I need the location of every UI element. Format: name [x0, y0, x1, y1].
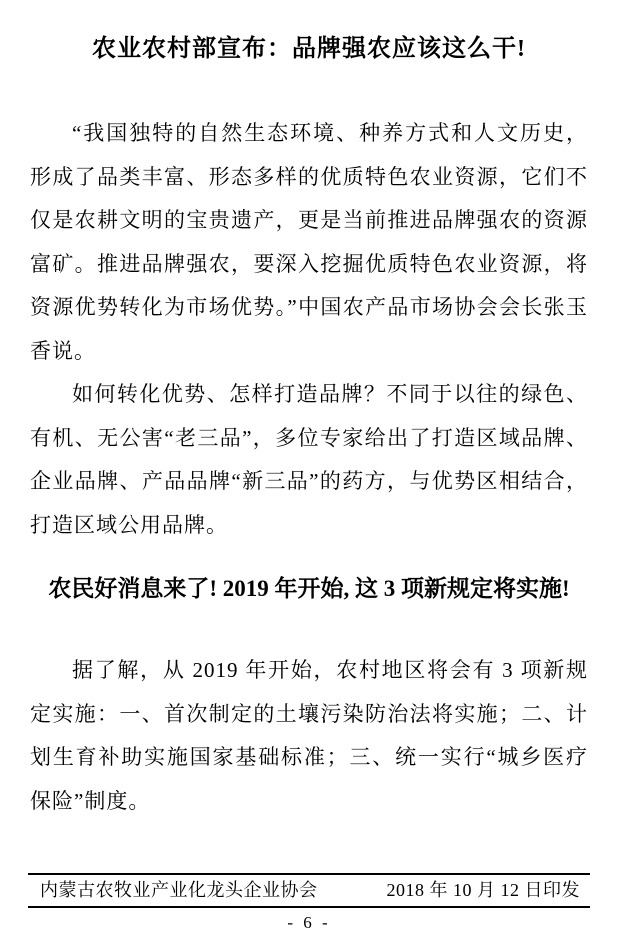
article2-title: 农民好消息来了! 2019 年开始, 这 3 项新规定将实施!: [48, 576, 570, 601]
article1-paragraph-1: “我国独特的自然生态环境、种养方式和人文历史，形成了品类丰富、形态多样的优质特色农业资源，它们不仅是农耕文明的宝贵遗产，更是当前推进品牌强农的资源富矿。推进品牌强农，要深入挖掘优质特色农业资源，将资源优势转化为市场优势。”中国农产品市场协会会长张玉香说。: [30, 121, 588, 363]
article1-paragraph-2: 如何转化优势、怎样打造品牌？不同于以往的绿色、有机、无公害“老三品”，多位专家给出了打造区域品牌、企业品牌、产品品牌“新三品”的药方，与优势区相结合，打造区域公用品牌。: [30, 382, 588, 537]
article1-title: 农业农村部宣布：品牌强农应该这么干!: [92, 36, 526, 62]
footer-organization: 内蒙古农牧业产业化龙头企业协会: [40, 880, 318, 900]
footer-print-date: 2018 年 10 月 12 日印发: [386, 880, 580, 900]
article2-paragraph-1: 据了解，从 2019 年开始，农村地区将会有 3 项新规定实施：一、首次制定的土壤污染防治法将实施；二、计划生育补助实施国家基础标准；三、统一实行“城乡医疗保险”制度。: [30, 658, 588, 813]
footer-colophon: [28, 873, 590, 908]
page-number: - 6 -: [287, 913, 331, 932]
